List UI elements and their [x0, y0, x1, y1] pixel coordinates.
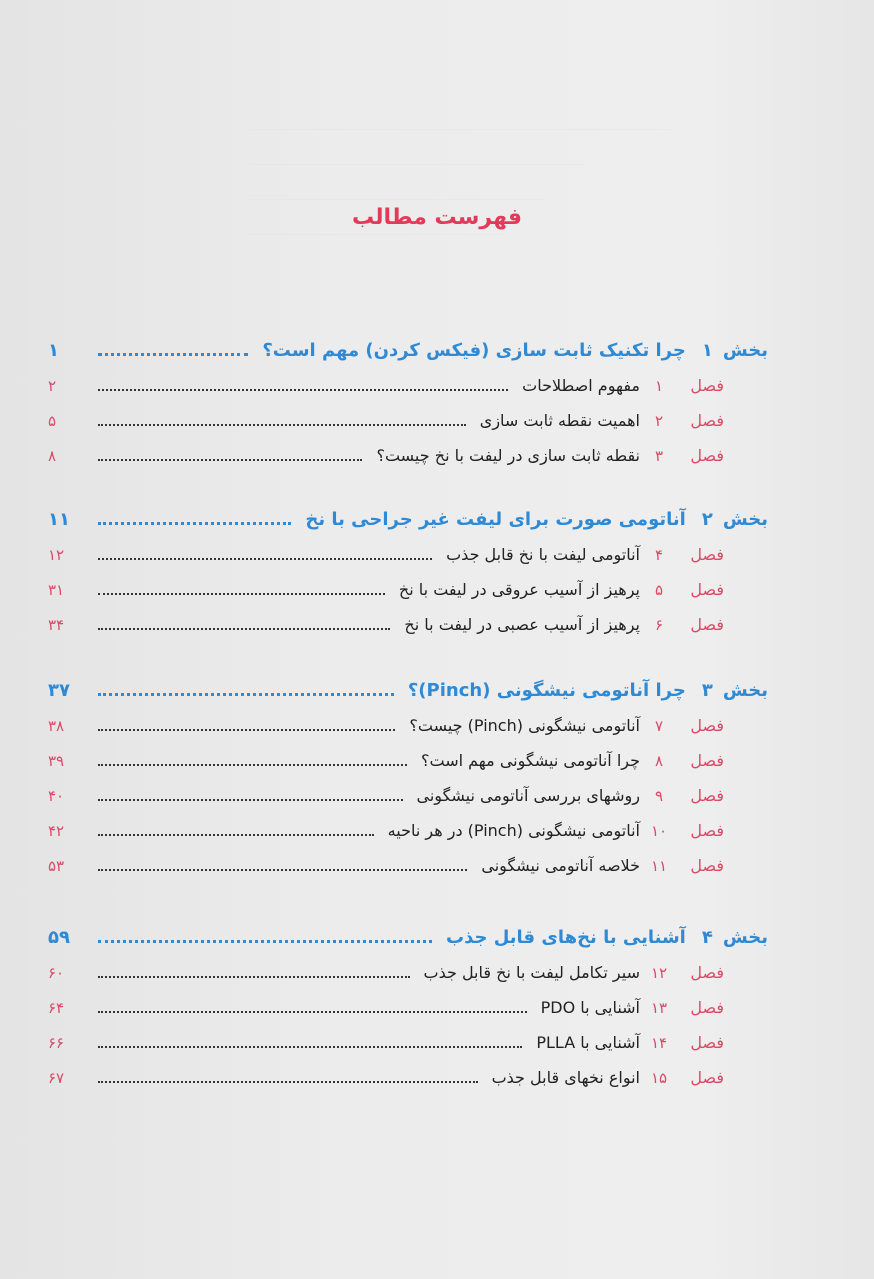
- page-number: ۳۴: [48, 615, 65, 634]
- chapter-title: پرهیز از آسیب عروقی در لیفت با نخ: [398, 580, 640, 599]
- chapter-entry[interactable]: [48, 368, 768, 403]
- chapter-title: روشهای بررسی آناتومی نیشگونی: [416, 786, 640, 805]
- chapter-entry[interactable]: [48, 572, 768, 607]
- chapter-number: ۳: [654, 446, 664, 465]
- chapter-number: ۲: [654, 411, 664, 430]
- chapter-entry[interactable]: [48, 708, 768, 743]
- dot-leader: [98, 799, 403, 801]
- part-number: ۴: [701, 927, 713, 948]
- dot-leader: [98, 1011, 527, 1013]
- chapter-entry[interactable]: [48, 778, 768, 813]
- toc-part-3: [48, 673, 768, 883]
- page-number: ۸: [48, 446, 57, 465]
- chapter-title: سیر تکامل لیفت با نخ قابل جذب: [423, 963, 640, 982]
- part-title: آشنایی با نخ‌های قابل جذب: [445, 927, 686, 948]
- chapter-number: ۴: [654, 545, 664, 564]
- page-number: ۴۰: [48, 786, 65, 805]
- dot-leader: [98, 522, 291, 525]
- chapter-title: آناتومی نیشگونی (Pinch) چیست؟: [409, 716, 640, 735]
- chapter-label: فصل: [690, 446, 724, 465]
- dot-leader: [98, 593, 385, 595]
- part-number: ۲: [701, 509, 713, 530]
- page-number: ۴۲: [48, 821, 65, 840]
- page-number: ۱۲: [48, 545, 65, 564]
- chapter-entry[interactable]: [48, 848, 768, 883]
- toc-part-1: [48, 333, 768, 473]
- dot-leader: [98, 834, 374, 836]
- chapter-entry[interactable]: [48, 1025, 768, 1060]
- part-number: ۳: [701, 680, 713, 701]
- part-number: ۱: [701, 340, 713, 361]
- toc-part-4: [48, 920, 768, 1095]
- page-number: ۵: [48, 411, 57, 430]
- dot-leader: [98, 693, 394, 696]
- dot-leader: [98, 729, 395, 731]
- page-number: ۳۹: [48, 751, 65, 770]
- chapter-title: اهمیت نقطه ثابت سازی: [479, 411, 640, 430]
- chapter-label: فصل: [690, 821, 724, 840]
- part-heading[interactable]: [48, 502, 768, 537]
- chapter-title: مفهوم اصطلاحات: [522, 376, 640, 395]
- part-label: بخش: [722, 340, 768, 361]
- chapter-entry[interactable]: [48, 403, 768, 438]
- page-title: فهرست مطالب: [351, 205, 523, 230]
- chapter-number: ۸: [654, 751, 664, 770]
- chapter-number: ۶: [654, 615, 664, 634]
- part-title: آناتومی صورت برای لیفت غیر جراحی با نخ: [305, 509, 686, 530]
- chapter-label: فصل: [690, 1033, 724, 1052]
- dot-leader: [98, 1046, 522, 1048]
- chapter-entry[interactable]: [48, 607, 768, 642]
- page-number: ۶۶: [48, 1033, 65, 1052]
- dot-leader: [98, 1081, 478, 1083]
- chapter-label: فصل: [690, 545, 724, 564]
- chapter-entry[interactable]: [48, 438, 768, 473]
- chapter-entry[interactable]: [48, 1060, 768, 1095]
- page-number: ۱: [48, 340, 59, 361]
- part-title: چرا تکنیک ثابت سازی (فیکس کردن) مهم است؟: [262, 340, 686, 361]
- part-heading[interactable]: [48, 333, 768, 368]
- chapter-title: آناتومی نیشگونی (Pinch) در هر ناحیه: [387, 821, 640, 840]
- chapter-number: ۱۳: [650, 998, 668, 1017]
- chapter-number: ۱۵: [650, 1068, 668, 1087]
- dot-leader: [98, 628, 390, 630]
- chapter-label: فصل: [690, 1068, 724, 1087]
- chapter-entry[interactable]: [48, 743, 768, 778]
- dot-leader: [98, 976, 410, 978]
- page-number: ۶۴: [48, 998, 65, 1017]
- chapter-label: فصل: [690, 963, 724, 982]
- part-label: بخش: [722, 680, 768, 701]
- chapter-title: چرا آناتومی نیشگونی مهم است؟: [421, 751, 640, 770]
- page-number: ۵۳: [48, 856, 65, 875]
- part-heading[interactable]: [48, 673, 768, 708]
- chapter-number: ۱۲: [650, 963, 668, 982]
- chapter-entry[interactable]: [48, 537, 768, 572]
- show-through: [250, 95, 670, 275]
- chapter-title: آشنایی با PLLA: [536, 1033, 640, 1052]
- chapter-title: نقطه ثابت سازی در لیفت با نخ چیست؟: [376, 446, 640, 465]
- chapter-number: ۱۴: [650, 1033, 668, 1052]
- chapter-label: فصل: [690, 615, 724, 634]
- dot-leader: [98, 389, 508, 391]
- page-number: ۳۷: [48, 680, 70, 701]
- chapter-label: فصل: [690, 998, 724, 1017]
- page-number: ۳۱: [48, 580, 65, 599]
- dot-leader: [98, 764, 407, 766]
- dot-leader: [98, 424, 466, 426]
- page-number: ۳۸: [48, 716, 65, 735]
- dot-leader: [98, 940, 432, 943]
- page-number: ۱۱: [48, 509, 70, 530]
- toc-part-2: [48, 502, 768, 642]
- chapter-number: ۱: [654, 376, 664, 395]
- dot-leader: [98, 459, 362, 461]
- chapter-number: ۱۱: [650, 856, 668, 875]
- chapter-label: فصل: [690, 751, 724, 770]
- chapter-number: ۷: [654, 716, 664, 735]
- page-number: ۵۹: [48, 927, 70, 948]
- chapter-entry[interactable]: [48, 813, 768, 848]
- dot-leader: [98, 558, 432, 560]
- chapter-number: ۱۰: [650, 821, 668, 840]
- page-number: ۶۷: [48, 1068, 65, 1087]
- chapter-number: ۹: [654, 786, 664, 805]
- part-label: بخش: [722, 509, 768, 530]
- chapter-label: فصل: [690, 716, 724, 735]
- chapter-label: فصل: [690, 580, 724, 599]
- chapter-title: خلاصه آناتومی نیشگونی: [481, 856, 640, 875]
- chapter-entry[interactable]: [48, 990, 768, 1025]
- part-title: چرا آناتومی نیشگونی (Pinch)؟: [407, 680, 686, 701]
- chapter-title: آناتومی لیفت با نخ قابل جذب: [446, 545, 640, 564]
- dot-leader: [98, 353, 248, 356]
- part-heading[interactable]: [48, 920, 768, 955]
- page-number: ۲: [48, 376, 57, 395]
- chapter-title: انواع نخهای قابل جذب: [491, 1068, 640, 1087]
- chapter-title: آشنایی با PDO: [540, 998, 640, 1017]
- chapter-entry[interactable]: [48, 955, 768, 990]
- chapter-label: فصل: [690, 376, 724, 395]
- page-number: ۶۰: [48, 963, 65, 982]
- chapter-label: فصل: [690, 856, 724, 875]
- chapter-label: فصل: [690, 786, 724, 805]
- part-label: بخش: [722, 927, 768, 948]
- chapter-number: ۵: [654, 580, 664, 599]
- chapter-title: پرهیز از آسیب عصبی در لیفت با نخ: [404, 615, 640, 634]
- chapter-label: فصل: [690, 411, 724, 430]
- dot-leader: [98, 869, 467, 871]
